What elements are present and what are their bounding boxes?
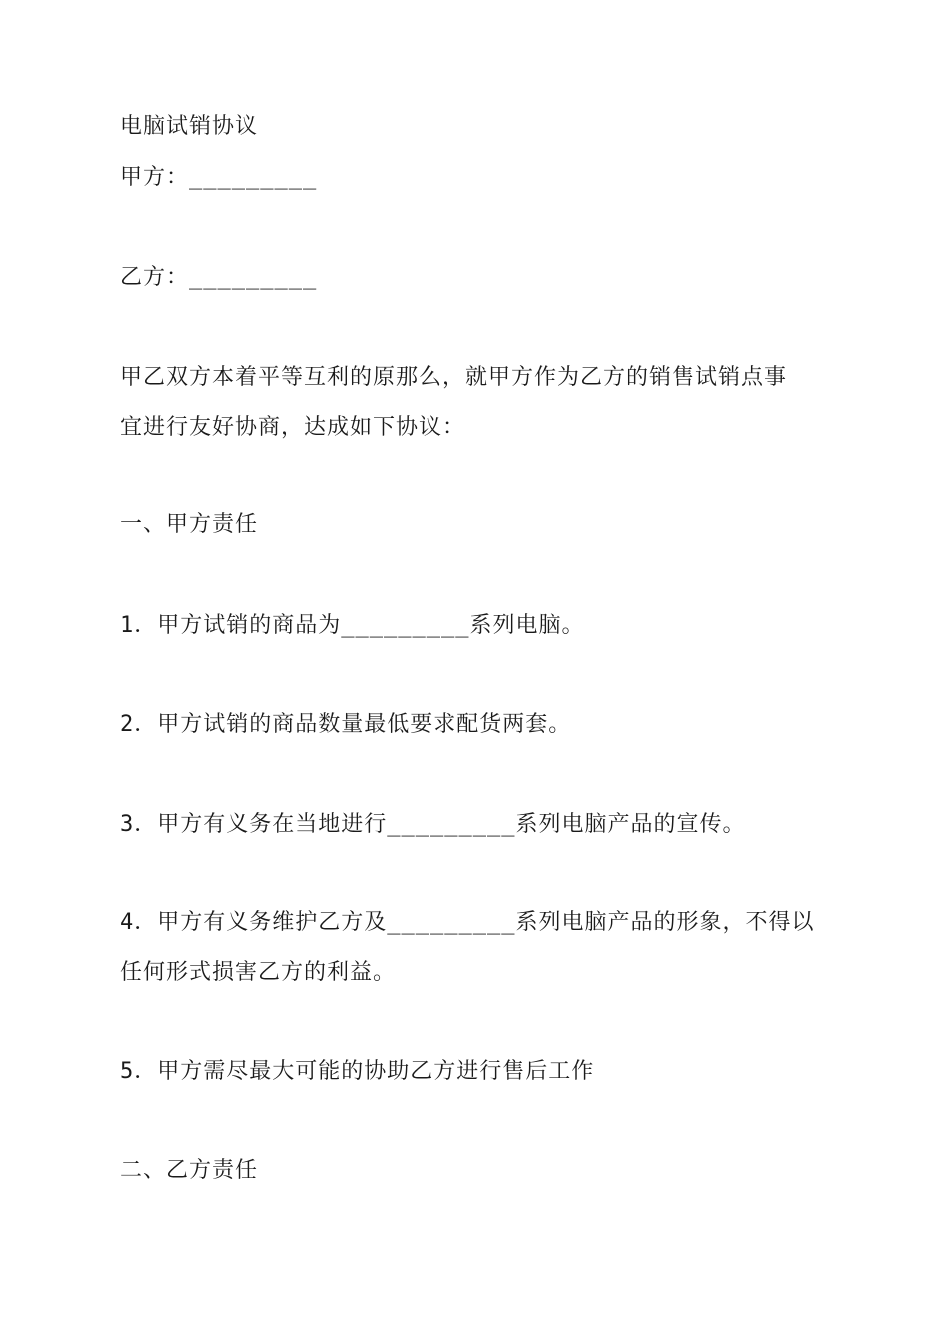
document-title: 电脑试销协议 (120, 114, 259, 139)
intro-paragraph-line-2: 宜进行友好协商，达成如下协议： (120, 415, 466, 440)
party-a-line: 甲方：_________ (120, 165, 318, 190)
clause-item-3: 3．甲方有义务在当地进行_________系列电脑产品的宣传。 (120, 812, 746, 837)
party-b-line: 乙方：_________ (120, 265, 318, 290)
intro-paragraph-line-1: 甲乙双方本着平等互利的原那么，就甲方作为乙方的销售试销点事 (120, 365, 788, 390)
clause-item-4-line-2: 任何形式损害乙方的利益。 (120, 960, 397, 985)
section-heading-party-a: 一、甲方责任 (120, 512, 259, 537)
clause-item-2: 2．甲方试销的商品数量最低要求配货两套。 (120, 712, 572, 737)
clause-item-4-line-1: 4．甲方有义务维护乙方及_________系列电脑产品的形象，不得以 (120, 910, 815, 935)
section-heading-party-b: 二、乙方责任 (120, 1158, 259, 1183)
clause-item-5: 5．甲方需尽最大可能的协助乙方进行售后工作 (120, 1059, 595, 1084)
clause-item-1: 1．甲方试销的商品为_________系列电脑。 (120, 613, 585, 638)
